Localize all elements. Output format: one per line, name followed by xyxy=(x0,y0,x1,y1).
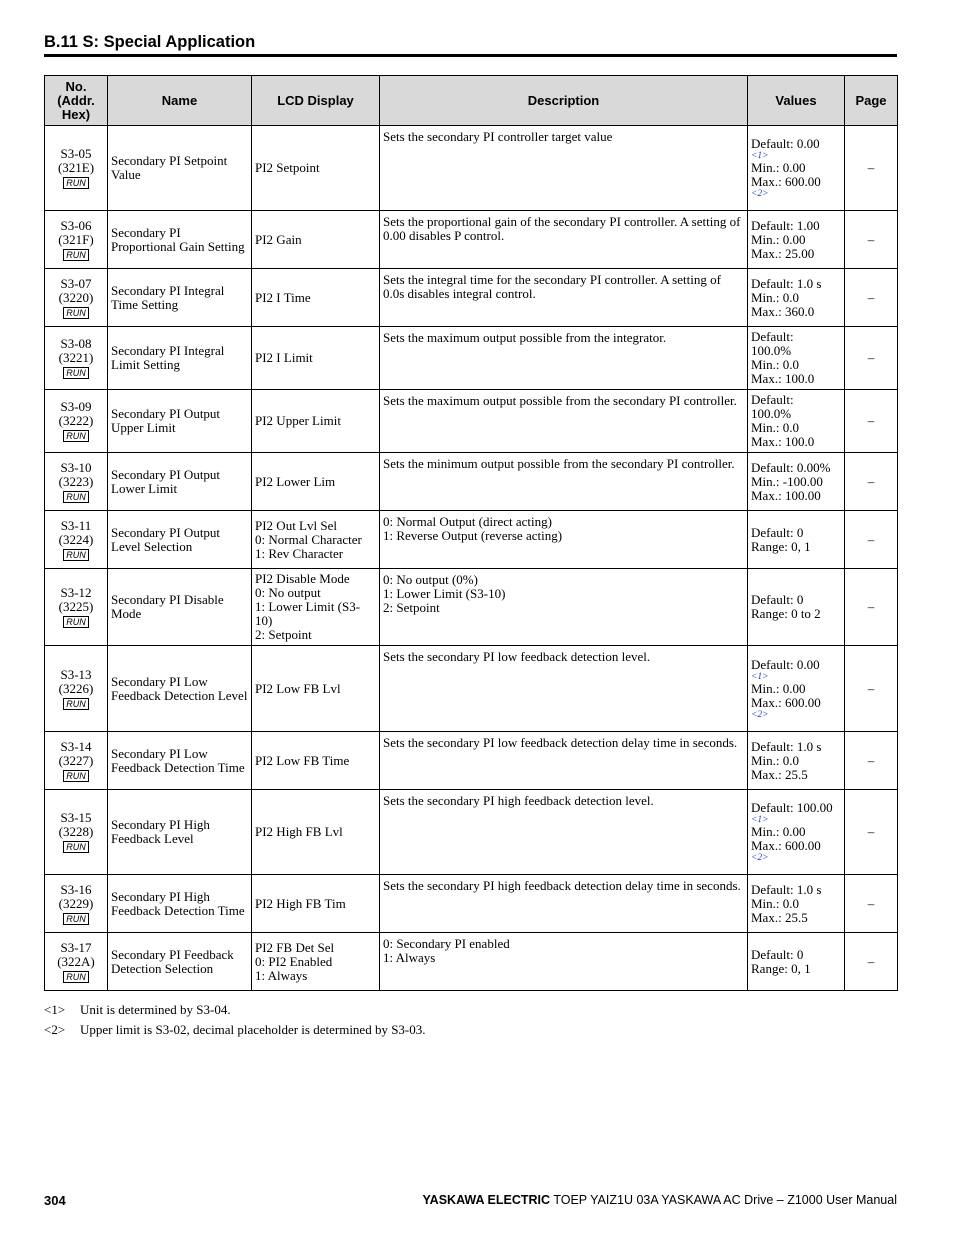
param-number-cell xyxy=(45,211,108,269)
page-ref-cell xyxy=(845,511,898,569)
lcd-display-cell xyxy=(252,211,380,269)
param-address: (3222) xyxy=(58,413,94,428)
run-badge: RUN xyxy=(63,698,89,710)
value-line: Default: 0.00% xyxy=(751,459,831,475)
value-line: Default: 0.00 xyxy=(751,656,820,672)
lcd-display-cell xyxy=(252,511,380,569)
lcd-display-text: PI2 High FB Tim xyxy=(255,895,346,911)
param-address: (3227) xyxy=(58,752,94,768)
lcd-display-cell xyxy=(252,453,380,511)
param-address: (3224) xyxy=(58,531,94,547)
description-cell xyxy=(380,569,748,646)
footnote-reference[interactable]: <1> xyxy=(751,151,769,161)
param-number-cell xyxy=(45,269,108,327)
value-line: Max.: 600.00 xyxy=(751,174,821,189)
value-line: Max.: 360.0 xyxy=(751,303,815,319)
page-ref: – xyxy=(867,413,875,428)
value-line: Default: 0 xyxy=(751,946,804,962)
value-line: Min.: 0.00 xyxy=(751,680,806,696)
page-ref-cell xyxy=(845,453,898,511)
title-rule xyxy=(44,54,897,57)
value-line: Default: 0 xyxy=(751,524,804,540)
description-cell xyxy=(380,390,748,453)
value-line: 100.0% xyxy=(751,343,792,358)
page-ref: – xyxy=(867,473,875,489)
value-line: Min.: 0.00 xyxy=(751,824,806,839)
param-name-cell xyxy=(108,327,252,390)
param-name-cell xyxy=(108,453,252,511)
value-line: Default: 0.00 xyxy=(751,136,820,151)
run-badge: RUN xyxy=(63,249,89,261)
page-number: 304 xyxy=(44,1193,66,1208)
page-ref: – xyxy=(867,531,875,547)
param-number: S3-09 xyxy=(60,399,92,414)
description-text: Sets the integral time for the secondary PI controller. A setting of 0.0s disables integral control. xyxy=(383,272,721,301)
description-text: Sets the maximum output possible from the integrator. xyxy=(383,330,667,345)
footnote-reference[interactable]: <1> xyxy=(751,815,769,825)
value-line: Max.: 100.00 xyxy=(751,487,821,503)
footer-brand: YASKAWA ELECTRIC xyxy=(422,1193,551,1207)
page-ref: – xyxy=(867,680,875,696)
page-ref-cell xyxy=(845,646,898,732)
description-text: Sets the maximum output possible from the secondary PI controller. xyxy=(383,393,737,408)
footnote-mark: <2> xyxy=(44,1022,66,1037)
header-name: Name xyxy=(108,76,252,126)
page-ref: – xyxy=(867,289,875,305)
param-name: Secondary PI High Feedback Detection Time xyxy=(111,888,245,918)
value-line: Max.: 100.0 xyxy=(751,434,815,449)
param-name-cell xyxy=(108,569,252,646)
footnote-reference[interactable]: <2> xyxy=(751,189,769,199)
param-number: S3-07 xyxy=(60,275,92,291)
lcd-display-text: PI2 Low FB Lvl xyxy=(255,680,341,696)
param-name-cell xyxy=(108,933,252,991)
values-cell xyxy=(748,646,845,732)
lcd-display-text: PI2 Setpoint xyxy=(255,160,320,175)
footnotes xyxy=(44,1000,426,1040)
page-ref-cell xyxy=(845,790,898,875)
param-number: S3-10 xyxy=(60,459,92,475)
value-line: Default: 0 xyxy=(751,592,804,607)
values-cell xyxy=(748,511,845,569)
param-address: (322A) xyxy=(57,953,95,969)
value-line: Min.: 0.0 xyxy=(751,420,800,435)
page-ref: – xyxy=(867,599,875,614)
value-line: Default: xyxy=(751,329,794,344)
description-cell xyxy=(380,327,748,390)
value-line: 100.0% xyxy=(751,406,792,421)
lcd-display-text: PI2 Out Lvl Sel 0: Normal Character 1: Rev Character xyxy=(255,517,362,561)
values-cell xyxy=(748,269,845,327)
param-name-cell xyxy=(108,732,252,790)
value-line: Max.: 25.00 xyxy=(751,245,815,261)
value-line: Max.: 600.00 xyxy=(751,838,821,853)
param-address: (3220) xyxy=(58,289,94,305)
footnote-reference[interactable]: <2> xyxy=(751,709,769,720)
param-name: Secondary PI Integral Time Setting xyxy=(111,282,225,312)
run-badge: RUN xyxy=(63,616,89,628)
param-number-cell xyxy=(45,646,108,732)
page-ref-cell xyxy=(845,126,898,211)
description-text: 0: Secondary PI enabled 1: Always xyxy=(383,936,510,965)
lcd-display-cell xyxy=(252,569,380,646)
footnote-reference[interactable]: <2> xyxy=(751,853,769,863)
param-address: (3226) xyxy=(58,680,94,696)
param-address: (321F) xyxy=(58,231,94,247)
values-cell xyxy=(748,126,845,211)
table-row xyxy=(45,933,898,991)
page-ref-cell xyxy=(845,933,898,991)
header-description: Description xyxy=(380,76,748,126)
run-badge: RUN xyxy=(63,307,89,319)
lcd-display-text: PI2 Upper Limit xyxy=(255,413,341,428)
value-line: Min.: 0.00 xyxy=(751,160,806,175)
lcd-display-cell xyxy=(252,269,380,327)
description-text: 0: No output (0%) 1: Lower Limit (S3-10) 2: Setpoint xyxy=(383,572,506,615)
description-text: 0: Normal Output (direct acting) 1: Reverse Output (reverse acting) xyxy=(383,514,563,543)
section-title: B.11 S: Special Application xyxy=(44,33,256,51)
param-number: S3-17 xyxy=(60,939,92,955)
description-text: Sets the minimum output possible from the secondary PI controller. xyxy=(383,456,735,471)
page-ref: – xyxy=(867,231,875,247)
param-number: S3-15 xyxy=(60,810,92,825)
run-badge: RUN xyxy=(63,549,89,561)
page-ref-cell xyxy=(845,732,898,790)
page-footer xyxy=(422,1193,897,1207)
table-row xyxy=(45,732,898,790)
lcd-display-text: PI2 I Limit xyxy=(255,350,313,365)
value-line: Default: 1.0 s xyxy=(751,738,822,754)
values-cell xyxy=(748,732,845,790)
value-line: Range: 0, 1 xyxy=(751,960,811,976)
page-ref-cell xyxy=(845,390,898,453)
param-name: Secondary PI Output Level Selection xyxy=(111,524,221,554)
param-number: S3-16 xyxy=(60,881,92,897)
table-row xyxy=(45,569,898,646)
param-number: S3-14 xyxy=(60,738,92,754)
description-cell xyxy=(380,126,748,211)
param-number: S3-11 xyxy=(60,517,92,533)
header-page: Page xyxy=(845,76,898,126)
description-cell xyxy=(380,732,748,790)
lcd-display-text: PI2 High FB Lvl xyxy=(255,824,343,839)
table-row xyxy=(45,211,898,269)
value-line: Max.: 600.00 xyxy=(751,694,821,710)
value-line: Default: 1.0 s xyxy=(751,275,822,291)
footnote-mark: <1> xyxy=(44,1002,66,1017)
lcd-display-cell xyxy=(252,790,380,875)
value-line: Max.: 100.0 xyxy=(751,371,815,386)
table-row xyxy=(45,646,898,732)
param-number-cell xyxy=(45,390,108,453)
param-number: S3-12 xyxy=(60,585,92,600)
lcd-display-text: PI2 FB Det Sel 0: PI2 Enabled 1: Always xyxy=(255,939,335,983)
param-name: Secondary PI Integral Limit Setting xyxy=(111,343,225,372)
table-row xyxy=(45,126,898,211)
param-number-cell xyxy=(45,875,108,933)
page-ref: – xyxy=(867,752,875,768)
value-line: Min.: 0.0 xyxy=(751,289,800,305)
lcd-display-text: PI2 Lower Lim xyxy=(255,473,336,489)
run-badge: RUN xyxy=(63,430,89,442)
param-address: (3228) xyxy=(58,824,94,839)
value-line: Range: 0 to 2 xyxy=(751,606,821,621)
values-cell xyxy=(748,211,845,269)
param-name: Secondary PI Disable Mode xyxy=(111,592,224,621)
param-name: Secondary PI Proportional Gain Setting xyxy=(111,224,245,254)
page-ref: – xyxy=(867,160,875,175)
values-cell xyxy=(748,327,845,390)
page-ref: – xyxy=(867,953,875,969)
lcd-display-cell xyxy=(252,933,380,991)
page-ref-cell xyxy=(845,875,898,933)
description-text: Sets the secondary PI high feedback detection level. xyxy=(383,793,654,808)
description-text: Sets the secondary PI high feedback detection delay time in seconds. xyxy=(383,878,741,893)
page-ref: – xyxy=(867,350,875,365)
values-cell xyxy=(748,453,845,511)
value-line: Default: 1.0 s xyxy=(751,881,822,897)
description-cell xyxy=(380,790,748,875)
param-name-cell xyxy=(108,646,252,732)
description-text: Sets the proportional gain of the secondary PI controller. A setting of 0.00 disables P control. xyxy=(383,214,741,243)
param-name-cell xyxy=(108,511,252,569)
param-number: S3-05 xyxy=(60,146,92,161)
param-address: (3229) xyxy=(58,895,94,911)
value-line: Min.: 0.0 xyxy=(751,895,800,911)
param-name-cell xyxy=(108,269,252,327)
page-ref-cell xyxy=(845,269,898,327)
description-cell xyxy=(380,269,748,327)
param-number-cell xyxy=(45,790,108,875)
param-number-cell xyxy=(45,453,108,511)
description-cell xyxy=(380,211,748,269)
param-name-cell xyxy=(108,875,252,933)
description-text: Sets the secondary PI controller target value xyxy=(383,129,613,144)
param-name: Secondary PI High Feedback Level xyxy=(111,817,210,846)
description-cell xyxy=(380,453,748,511)
param-name-cell xyxy=(108,211,252,269)
lcd-display-cell xyxy=(252,126,380,211)
footnote-1 xyxy=(44,1000,426,1020)
values-cell xyxy=(748,875,845,933)
page-ref: – xyxy=(867,895,875,911)
header-no: No. (Addr. Hex) xyxy=(45,76,108,126)
run-badge: RUN xyxy=(63,913,89,925)
value-line: Min.: 0.0 xyxy=(751,357,800,372)
values-cell xyxy=(748,390,845,453)
value-line: Max.: 25.5 xyxy=(751,766,808,782)
param-number-cell xyxy=(45,126,108,211)
footnote-2 xyxy=(44,1020,426,1040)
lcd-display-cell xyxy=(252,390,380,453)
lcd-display-cell xyxy=(252,875,380,933)
table-row xyxy=(45,453,898,511)
run-badge: RUN xyxy=(63,367,89,379)
table-row xyxy=(45,269,898,327)
lcd-display-text: PI2 Disable Mode 0: No output 1: Lower Limit (S3-10) 2: Setpoint xyxy=(255,571,361,642)
run-badge: RUN xyxy=(63,971,89,983)
footnote-reference[interactable]: <1> xyxy=(751,671,769,682)
param-address: (3225) xyxy=(58,599,94,614)
description-cell xyxy=(380,511,748,569)
param-name: Secondary PI Setpoint Value xyxy=(111,153,228,182)
run-badge: RUN xyxy=(63,841,89,853)
table-header-row xyxy=(45,76,898,126)
param-number: S3-06 xyxy=(60,217,92,233)
value-line: Min.: -100.00 xyxy=(751,473,823,489)
parameter-table xyxy=(44,75,898,991)
value-line: Min.: 0.00 xyxy=(751,231,806,247)
footnote-text: Upper limit is S3-02, decimal placeholder is determined by S3-03. xyxy=(80,1022,426,1037)
param-address: (3223) xyxy=(58,473,94,489)
param-name: Secondary PI Low Feedback Detection Level xyxy=(111,673,248,703)
footnote-text: Unit is determined by S3-04. xyxy=(80,1002,231,1017)
value-line: Default: 100.00 xyxy=(751,800,833,815)
param-number-cell xyxy=(45,933,108,991)
values-cell xyxy=(748,569,845,646)
header-values: Values xyxy=(748,76,845,126)
param-number: S3-08 xyxy=(60,336,92,351)
description-cell xyxy=(380,875,748,933)
param-name: Secondary PI Low Feedback Detection Time xyxy=(111,745,245,775)
run-badge: RUN xyxy=(63,491,89,503)
description-text: Sets the secondary PI low feedback detection level. xyxy=(383,649,651,664)
value-line: Range: 0, 1 xyxy=(751,538,811,554)
param-name-cell xyxy=(108,790,252,875)
footer-doc: TOEP YAIZ1U 03A YASKAWA AC Drive – Z1000 User Manual xyxy=(553,1193,897,1207)
param-address: (321E) xyxy=(57,160,95,175)
param-name-cell xyxy=(108,126,252,211)
description-cell xyxy=(380,933,748,991)
value-line: Default: xyxy=(751,392,794,407)
param-name: Secondary PI Feedback Detection Selection xyxy=(111,946,234,976)
lcd-display-text: PI2 Gain xyxy=(255,231,302,247)
table-row xyxy=(45,511,898,569)
values-cell xyxy=(748,933,845,991)
param-address: (3221) xyxy=(58,350,94,365)
value-line: Min.: 0.0 xyxy=(751,752,800,768)
param-number-cell xyxy=(45,327,108,390)
values-cell xyxy=(748,790,845,875)
lcd-display-cell xyxy=(252,732,380,790)
value-line: Default: 1.00 xyxy=(751,217,820,233)
run-badge: RUN xyxy=(63,770,89,782)
description-text: Sets the secondary PI low feedback detection delay time in seconds. xyxy=(383,735,738,750)
param-name: Secondary PI Output Lower Limit xyxy=(111,466,221,496)
param-number-cell xyxy=(45,511,108,569)
value-line: Max.: 25.5 xyxy=(751,909,808,925)
param-number-cell xyxy=(45,732,108,790)
table-row xyxy=(45,327,898,390)
lcd-display-cell xyxy=(252,327,380,390)
lcd-display-text: PI2 I Time xyxy=(255,289,311,305)
run-badge: RUN xyxy=(63,177,89,189)
page-ref-cell xyxy=(845,327,898,390)
table-row xyxy=(45,390,898,453)
lcd-display-text: PI2 Low FB Time xyxy=(255,752,350,768)
param-name-cell xyxy=(108,390,252,453)
page-ref-cell xyxy=(845,211,898,269)
lcd-display-cell xyxy=(252,646,380,732)
param-number-cell xyxy=(45,569,108,646)
param-number: S3-13 xyxy=(60,666,92,682)
table-row xyxy=(45,790,898,875)
page-ref-cell xyxy=(845,569,898,646)
page-ref: – xyxy=(867,824,875,839)
header-lcd-display: LCD Display xyxy=(252,76,380,126)
description-cell xyxy=(380,646,748,732)
param-name: Secondary PI Output Upper Limit xyxy=(111,406,221,435)
table-row xyxy=(45,875,898,933)
